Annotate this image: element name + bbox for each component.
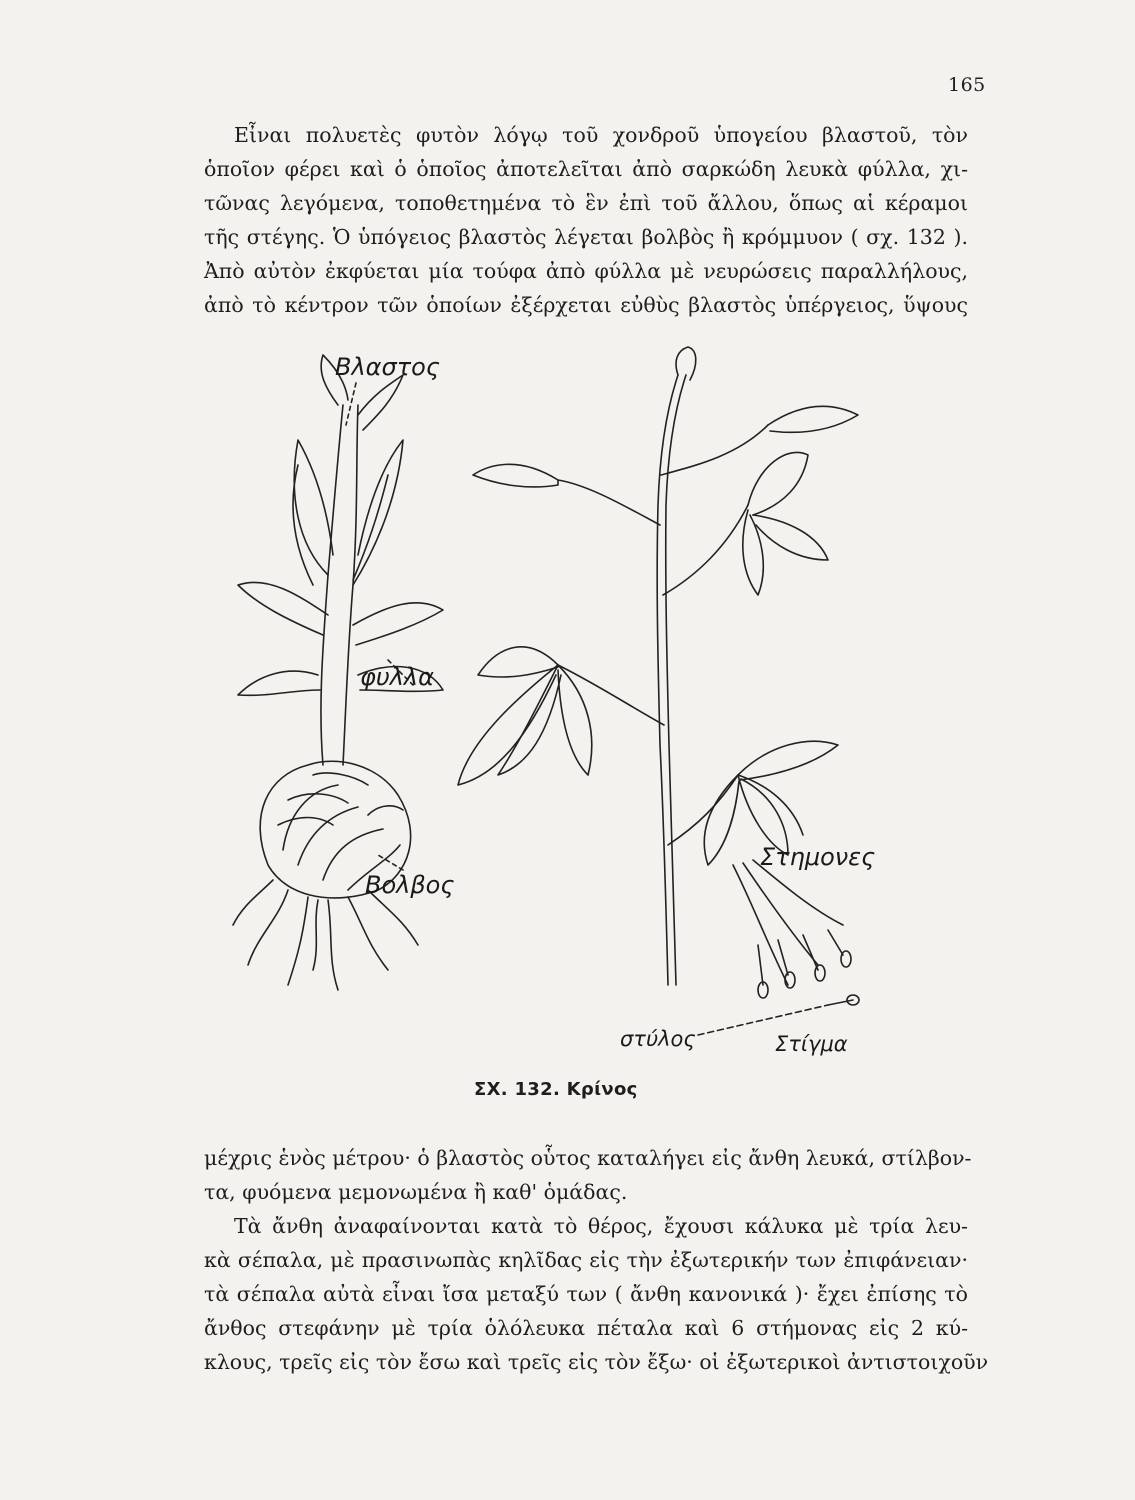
text-line: τὰ σέπαλα αὐτὰ εἶναι ἴσα μεταξύ των ( ἄνθη κανονικά )· ἔχει ἐπίσης τὸ xyxy=(204,1282,968,1306)
paragraph-flowers xyxy=(204,1141,989,1379)
text-line: κλους, τρεῖς εἰς τὸν ἔσω καὶ τρεῖς εἰς τὸν ἔξω· οἱ ἐξωτερικοὶ ἀντιστοιχοῦν xyxy=(204,1350,989,1374)
text-line: ὁποῖον φέρει καὶ ὁ ὁποῖος ἀποτελεῖται ἀπὸ σαρκώδη λευκὰ φύλλα, χι- xyxy=(204,157,968,181)
figure-label-stigma: Στίγμα xyxy=(775,1032,848,1056)
text-line: κὰ σέπαλα, μὲ πρασινωπὰς κηλῖδας εἰς τὴν ἐξωτερικήν των ἐπιφάνειαν· xyxy=(204,1248,968,1272)
text-line: τα, φυόμενα μεμονωμένα ἢ καθ' ὁμάδας. xyxy=(204,1180,628,1204)
text-line: μέχρις ἑνὸς μέτρου· ὁ βλαστὸς οὗτος καταλήγει εἰς ἄνθη λευκά, στίλβον- xyxy=(204,1146,972,1170)
paragraph-intro xyxy=(204,118,968,322)
figure-label-stem: Βλαστος xyxy=(335,353,440,381)
text-line: ἀπὸ τὸ κέντρον τῶν ὁποίων ἐξέρχεται εὐθὺς βλαστὸς ὑπέργειος, ὕψους xyxy=(204,293,968,317)
lily-stem-drawing xyxy=(558,347,768,985)
figure-caption: ΣΧ. 132. Κρίνος xyxy=(474,1079,638,1100)
figure-label-bulb: Βολβος xyxy=(365,871,455,899)
text-line: τῆς στέγης. Ὁ ὑπόγειος βλαστὸς λέγεται βολβὸς ἢ κρόμμυον ( σχ. 132 ). xyxy=(204,225,968,249)
text-line: τῶνας λεγόμενα, τοποθετημένα τὸ ἓν ἐπὶ τοῦ ἄλλου, ὅπως αἱ κέραμοι xyxy=(204,191,968,215)
lily-illustration xyxy=(228,345,888,1065)
figure-label-stamens: Στημονες xyxy=(760,843,876,871)
left-leaves-drawing xyxy=(238,355,443,765)
text-line: Τὰ ἄνθη ἀναφαίνονται κατὰ τὸ θέρος, ἔχουσι κάλυκα μὲ τρία λευ- xyxy=(234,1214,968,1238)
text-line: ἄνθος στεφάνην μὲ τρία ὁλόλευκα πέταλα καὶ 6 στήμονας εἰς 2 κύ- xyxy=(204,1316,968,1340)
text-line: Ἀπὸ αὐτὸν ἐκφύεται μία τούφα ἀπὸ φύλλα μὲ νευρώσεις παραλλήλους, xyxy=(204,259,968,283)
figure-label-style: στύλος xyxy=(620,1027,696,1051)
figure-label-leaves: φυλλα xyxy=(360,663,434,691)
page-number: 165 xyxy=(948,74,986,96)
text-line: Εἶναι πολυετὲς φυτὸν λόγῳ τοῦ χονδροῦ ὑπογείου βλαστοῦ, τὸν xyxy=(234,123,968,147)
